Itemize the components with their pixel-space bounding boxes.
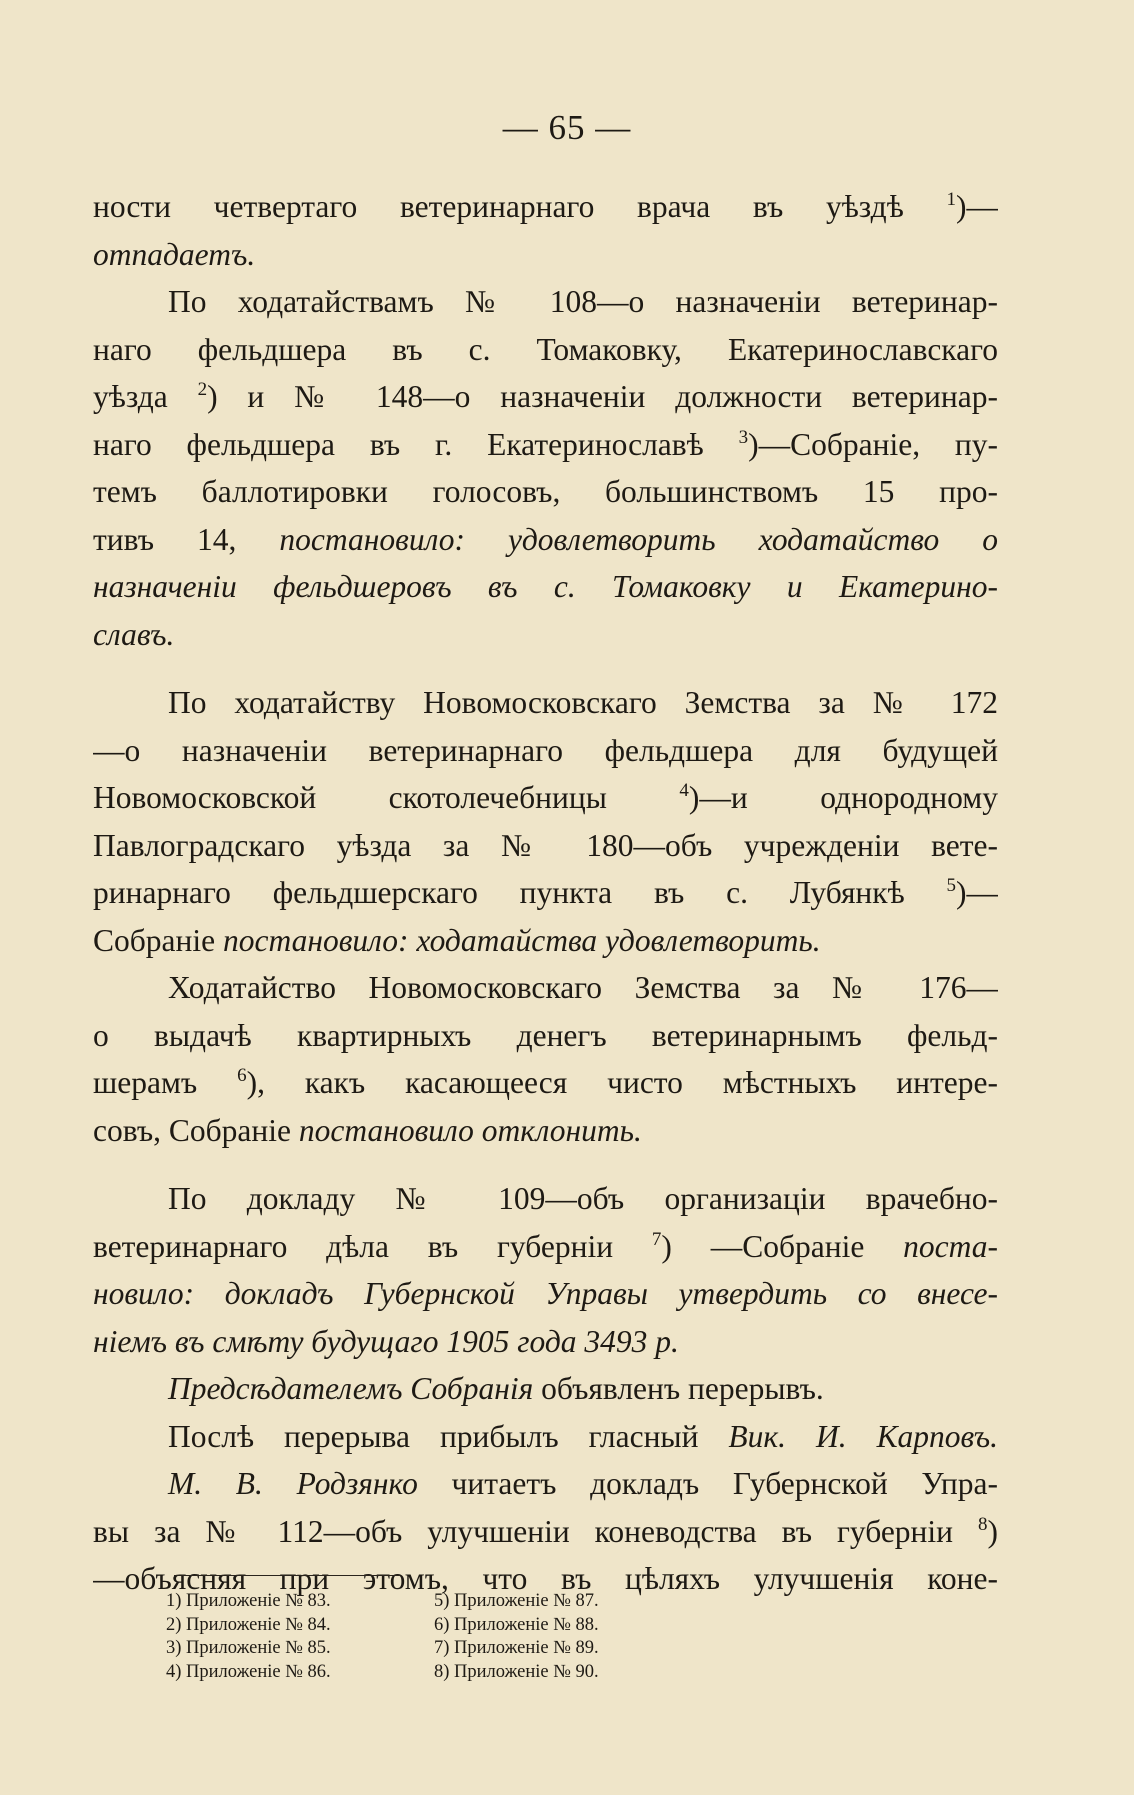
footnote-divider (174, 1575, 400, 1576)
plain-text: )— (956, 189, 998, 224)
text-line (93, 1012, 998, 1060)
italic-text: постановило отклонить. (298, 1112, 642, 1148)
text-line (93, 183, 998, 231)
text-line (93, 231, 998, 279)
text-line (93, 278, 998, 326)
italic-text: М. В. Родзянко (168, 1466, 418, 1501)
footnote: 5) Приложенiе № 87. (434, 1591, 599, 1611)
plain-text: Ходатайство Новомосковскаго Земства за № 176— (168, 970, 998, 1005)
text-line (93, 917, 998, 965)
italic-text: постановило: ходатайства удовлетворить. (222, 922, 821, 958)
plain-text: ветеринарнаго дѣла въ губернiи (93, 1228, 652, 1264)
italic-text: Вик. И. Карповъ. (728, 1418, 998, 1454)
text-line (93, 1413, 998, 1461)
text-line (93, 774, 998, 822)
plain-text: ности четвертаго ветеринарнаго врача въ уѣздѣ (93, 189, 947, 224)
footnote-ref: 5 (946, 875, 956, 896)
plain-text: ринарнаго фельдшерскаго пункта въ с. Лубянкѣ (93, 875, 947, 910)
text-line (93, 1460, 998, 1508)
footnote-ref: 8 (978, 1513, 988, 1535)
text-line (93, 1508, 998, 1556)
text-line (93, 516, 998, 564)
footnote: 3) Приложенiе № 85. (166, 1638, 331, 1658)
italic-text: нiемъ въ смѣту будущаго 1905 года 3493 р. (93, 1323, 679, 1359)
plain-text: Собранiе (93, 922, 223, 958)
footnote: 2) Приложенiе № 84. (166, 1614, 331, 1635)
plain-text: )— (956, 875, 998, 910)
page-number: — 65 — (502, 108, 632, 147)
footnote-ref: 4 (679, 780, 689, 801)
plain-text: объявленъ перерывъ. (533, 1371, 824, 1406)
footnote: 6) Приложенiе № 88. (434, 1614, 599, 1635)
italic-text: поста- (903, 1228, 998, 1264)
footnote-ref: 1 (946, 189, 956, 210)
text-line (93, 1365, 998, 1413)
plain-text: наго фельдшера въ г. Екатеринославѣ (93, 426, 739, 462)
footnote-ref: 2 (197, 379, 208, 400)
text-line (93, 1059, 998, 1107)
text-line (93, 1175, 998, 1223)
plain-text: Новомосковской скотолечебницы (93, 780, 680, 815)
plain-text: ) (987, 1513, 998, 1549)
italic-text: Предсѣдателемъ Собранiя (168, 1371, 534, 1406)
plain-text: темъ баллотировки голосовъ, большинствомъ 15 про- (93, 474, 998, 509)
text-line (93, 727, 998, 775)
plain-text: наго фельдшера въ с. Томаковку, Екатеринославскаго (93, 331, 998, 367)
text-line (93, 421, 998, 469)
italic-text: постановило: удовлетворить ходатайство о (279, 521, 998, 557)
plain-text: Послѣ перерыва прибылъ гласный (168, 1418, 729, 1454)
footnote-ref: 6 (237, 1065, 247, 1086)
text-line (93, 468, 998, 516)
plain-text: ) —Собранiе (661, 1228, 904, 1264)
plain-text: Павлоградскаго уѣзда за № 180—объ учрежденiи вете- (93, 827, 998, 863)
text-line (93, 1318, 998, 1366)
plain-text: читаетъ докладъ Губернской Упра- (417, 1466, 998, 1501)
plain-text: )—и однородному (688, 780, 998, 815)
italic-text: новило: докладъ Губернской Управы утвердить со внесе- (93, 1276, 998, 1311)
text-line (93, 1107, 998, 1155)
plain-text: о выдачѣ квартирныхъ денегъ ветеринарнымъ фельд- (93, 1017, 998, 1053)
plain-text: тивъ 14, (93, 521, 280, 557)
plain-text: По докладу № 109—объ организацiи врачебно- (168, 1181, 998, 1216)
text-line (93, 611, 998, 659)
footnote: 8) Приложенiе № 90. (434, 1661, 599, 1682)
italic-text: славъ. (93, 616, 175, 652)
plain-text: По ходатайствамъ № 108—о назначенiи ветеринар- (168, 284, 998, 319)
italic-text: назначенiи фельдшеровъ въ с. Томаковку и Екатерино- (93, 569, 998, 604)
footnote-ref: 3 (738, 426, 749, 448)
text-line (93, 326, 998, 374)
text-line (93, 679, 998, 727)
footnote: 7) Приложенiе № 89. (434, 1638, 599, 1658)
footnotes (166, 1590, 694, 1684)
plain-text: ) и № 148—о назначенiи должности ветеринар- (207, 379, 998, 414)
text-line (93, 563, 998, 611)
plain-text: шерамъ (93, 1065, 238, 1100)
text-line (93, 373, 998, 421)
plain-text: По ходатайству Новомосковскаго Земства за № 172 (168, 685, 998, 720)
plain-text: совъ, Собранiе (93, 1112, 299, 1148)
footnote: 4) Приложенiе № 86. (166, 1661, 331, 1682)
plain-text: —о назначенiи ветеринарнаго фельдшера для будущей (93, 732, 998, 768)
footnote: 1) Приложенiе № 83. (166, 1591, 331, 1611)
plain-text: )—Собранiе, пу- (748, 426, 998, 462)
plain-text: ), какъ касающееся чисто мѣстныхъ интере- (246, 1065, 998, 1100)
plain-text: —объясняя при этомъ, что въ цѣляхъ улучшенiя коне- (93, 1561, 998, 1596)
italic-text: отпадаетъ. (93, 236, 256, 272)
text-line (93, 964, 998, 1012)
body-text (93, 183, 998, 1603)
plain-text: вы за № 112—объ улучшенiи коневодства въ губернiи (93, 1513, 978, 1549)
text-line (93, 869, 998, 917)
text-line (93, 1223, 998, 1271)
plain-text: уѣзда (93, 379, 198, 414)
text-line (93, 822, 998, 870)
footnote-ref: 7 (651, 1228, 662, 1250)
text-line (93, 1270, 998, 1318)
